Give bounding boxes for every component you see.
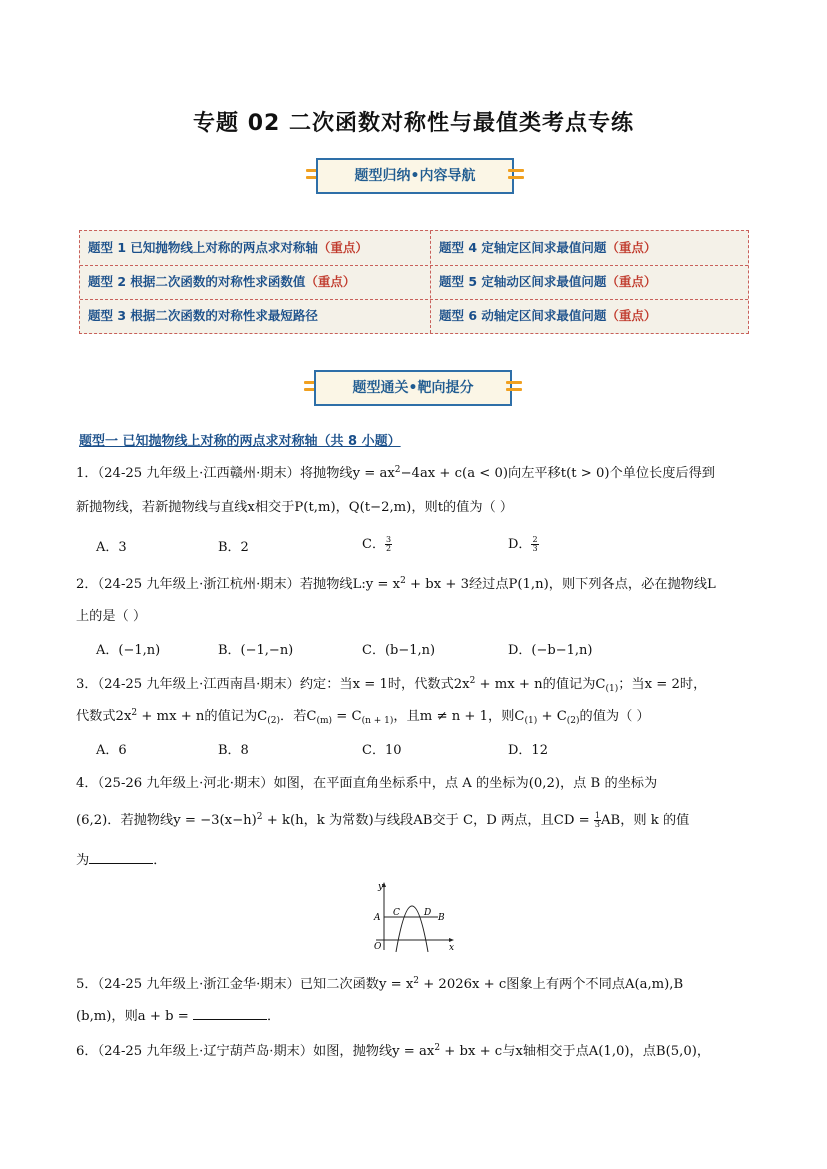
figure-label-d: D (424, 908, 432, 918)
nav-item-tag: （重点） (305, 274, 356, 289)
section-heading[interactable]: 题型一 已知抛物线上对称的两点求对称轴（共 8 小题） (79, 434, 401, 449)
nav-item-tag: （重点） (317, 240, 368, 255)
nav-item-tag: （重点） (606, 240, 657, 255)
q1-option-d[interactable]: D． $\frac{2}{3}$ (508, 535, 538, 553)
nav-item-topic-4[interactable] (431, 231, 656, 265)
nav-item-label: 题型 3 根据二次函数的对称性求最短路径 (88, 308, 318, 323)
question-5-line-1: 5．（24-25 九年级上·浙江金华·期末）已知二次函数$y = x^2 + 2026x + c$图象上有两个不同点A(a,m),B (76, 976, 684, 992)
nav-item-tag: （重点） (606, 274, 657, 289)
question-2-line-1: 2．（24-25 九年级上·浙江杭州·期末）若抛物线L:y = $x^2$ + bx + 3经过点P(1,n)，则下列各点，必在抛物线L (76, 576, 716, 592)
q1-option-a[interactable]: A．3 (96, 540, 127, 555)
figure-label-c: C (393, 908, 400, 918)
answer-blank[interactable] (89, 852, 153, 864)
nav-banner (0, 156, 827, 196)
nav-item-label: 题型 1 已知抛物线上对称的两点求对称轴 (88, 240, 318, 255)
nav-item-topic-2[interactable] (80, 265, 355, 299)
question-1-line-1: 1．（24-25 九年级上·江西赣州·期末）将抛物线$y = ax^2-4ax + c(a < 0)$向左平移t(t > 0)个单位长度后得到 (76, 465, 715, 481)
figure-label-b: B (438, 913, 445, 923)
figure-label-x: x (449, 943, 455, 952)
banner-right-decoration (506, 381, 522, 395)
page-title: 专题 02 二次函数对称性与最值类考点专练 (193, 111, 634, 136)
nav-item-topic-5[interactable] (431, 265, 656, 299)
question-3-line-1: 3．（24-25 九年级上·江西南昌·期末）约定：当x = 1时，代数式$2x^2$ + mx + n的值记为$C_{(1)}$；当x = 2时， (76, 676, 707, 694)
question-5-line-2: (b,m)，则a + b = ． (76, 1009, 281, 1024)
q2-option-d[interactable]: D．(−b−1,n) (508, 643, 593, 658)
question-4-figure (370, 880, 456, 952)
nav-item-label: 题型 5 定轴动区间求最值问题 (439, 274, 607, 289)
nav-banner-label: 题型归纳•内容导航 (316, 158, 514, 194)
q3-option-b[interactable]: B．8 (218, 743, 249, 758)
figure-label-y: y (378, 882, 384, 892)
nav-item-label: 题型 2 根据二次函数的对称性求函数值 (88, 274, 306, 289)
question-4-line-3: 为 ． (76, 853, 167, 868)
figure-label-o: O (374, 942, 382, 952)
q3-option-a[interactable]: A．6 (96, 743, 127, 758)
nav-item-topic-3[interactable] (80, 299, 318, 333)
figure-label-a: A (374, 913, 381, 923)
banner-right-decoration (508, 169, 524, 183)
question-4-line-1: 4．（25-26 九年级上·河北·期末）如图，在平面直角坐标系中，点 A 的坐标为(0,2)，点 B 的坐标为 (76, 776, 658, 791)
q2-option-b[interactable]: B．(−1,−n) (218, 643, 294, 658)
nav-item-topic-6[interactable] (431, 299, 656, 333)
q3-option-c[interactable]: C．10 (362, 743, 402, 758)
topic-nav-table (79, 230, 749, 334)
q3-option-d[interactable]: D．12 (508, 743, 548, 758)
question-3-line-2: 代数式$2x^2$ + mx + n的值记为$C_{(2)}$．若$C_{(m)} = C_{(n + 1)}$，且m ≠ n + 1，则$C_{(1)} + C_{(2)}$的值为（ ） (76, 708, 650, 726)
question-2-line-2: 上的是（ ） (76, 609, 147, 624)
q2-option-c[interactable]: C．(b−1,n) (362, 643, 436, 658)
practice-banner-label: 题型通关•靶向提分 (314, 370, 512, 406)
question-4-line-2: (6,2)．若抛物线$y = -3(x-h)^2 + k(h$，k 为常数)与线段AB交于 C，D 两点，且CD = $\frac{1}{3}$ AB，则 k 的值 (76, 811, 690, 829)
q1-option-b[interactable]: B．2 (218, 540, 249, 555)
question-1-line-2: 新抛物线，若新抛物线与直线x相交于P(t,m)，Q(t−2,m)，则t的值为（ ） (76, 500, 514, 515)
answer-blank[interactable] (193, 1008, 267, 1020)
question-6-line-1: 6．（24-25 九年级上·辽宁葫芦岛·期末）如图，抛物线$y = ax^2$ + bx + c与x轴相交于点A(1,0)，点B(5,0)， (76, 1043, 711, 1059)
practice-banner (0, 368, 827, 408)
nav-item-label: 题型 6 动轴定区间求最值问题 (439, 308, 607, 323)
nav-item-tag: （重点） (606, 308, 657, 323)
q1-option-c[interactable]: C． $\frac{3}{2}$ (362, 535, 392, 553)
q2-option-a[interactable]: A．(−1,n) (96, 643, 161, 658)
nav-item-label: 题型 4 定轴定区间求最值问题 (439, 240, 607, 255)
nav-item-topic-1[interactable] (80, 231, 368, 265)
